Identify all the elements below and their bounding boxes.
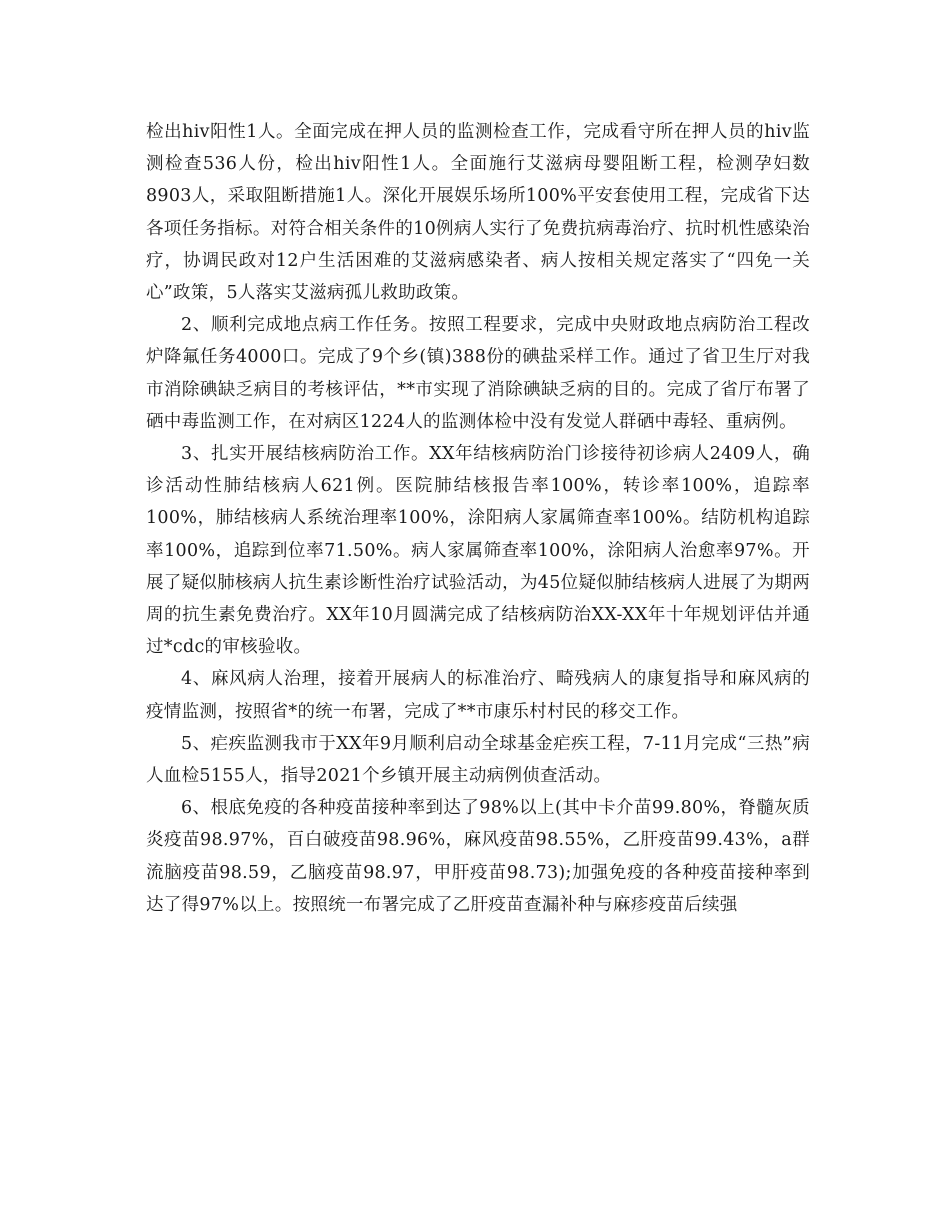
document-body <box>146 116 810 921</box>
paragraph-tuberculosis: 3、扎实开展结核病防治工作。XX年结核病防治门诊接待初诊病人2409人，确诊活动性肺结核病人621例。医院肺结核报告率100%，转诊率100%，追踪率100%，肺结核病人系统治理率100%，涂阳病人家属筛查率100%。结防机构追踪率100%，追踪到位率71.50%。病人家属筛查率100%，涂阳病人治愈率97%。开展了疑似肺核病人抗生素诊断性治疗试验活动，为45位疑似肺结核病人进展了为期两周的抗生素免费治疗。XX年10月圆满完成了结核病防治XX-XX年十年规划评估并通过*cdc的审核验收。 <box>146 444 810 658</box>
paragraph-immunization: 6、根底免疫的各种疫苗接种率到达了98%以上(其中卡介苗99.80%，脊髓灰质炎疫苗98.97%，百白破疫苗98.96%，麻风疫苗98.55%，乙肝疫苗99.43%，a群流脑疫苗98.59，乙脑疫苗98.97，甲肝疫苗98.73);加强免疫的各种疫苗接种率到达了得97%以上。按照统一布署完成了乙肝疫苗查漏补种与麻疹疫苗后续强 <box>146 798 810 915</box>
paragraph-malaria: 5、疟疾监测我市于XX年9月顺利启动全球基金疟疾工程，7-11月完成“三热”病人血检5155人，指导2021个乡镇开展主动病例侦查活动。 <box>146 733 810 787</box>
paragraph-hiv-monitoring: 检出hiv阳性1人。全面完成在押人员的监测检查工作，完成看守所在押人员的hiv监测检查536人份，检出hiv阳性1人。全面施行艾滋病母婴阻断工程，检测孕妇数8903人，采取阻断措施1人。深化开展娱乐场所100%平安套使用工程，完成省下达各项任务指标。对符合相关条件的10例病人实行了免费抗病毒治疗、抗时机性感染治疗，协调民政对12户生活困难的艾滋病感染者、病人按相关规定落实了“四免一关心”政策，5人落实艾滋病孤儿救助政策。 <box>146 122 810 304</box>
paragraph-endemic-disease: 2、顺利完成地点病工作任务。按照工程要求，完成中央财政地点病防治工程改炉降氟任务4000口。完成了9个乡(镇)388份的碘盐采样工作。通过了省卫生厅对我市消除碘缺乏病目的考核评估，**市实现了消除碘缺乏病的目的。完成了省厅布署了硒中毒监测工作，在对病区1224人的监测体检中没有发觉人群硒中毒轻、重病例。 <box>146 315 810 432</box>
paragraph-leprosy: 4、麻风病人治理，接着开展病人的标准治疗、畸残病人的康复指导和麻风病的疫情监测，按照省*的统一布署，完成了**市康乐村村民的移交工作。 <box>146 669 810 722</box>
